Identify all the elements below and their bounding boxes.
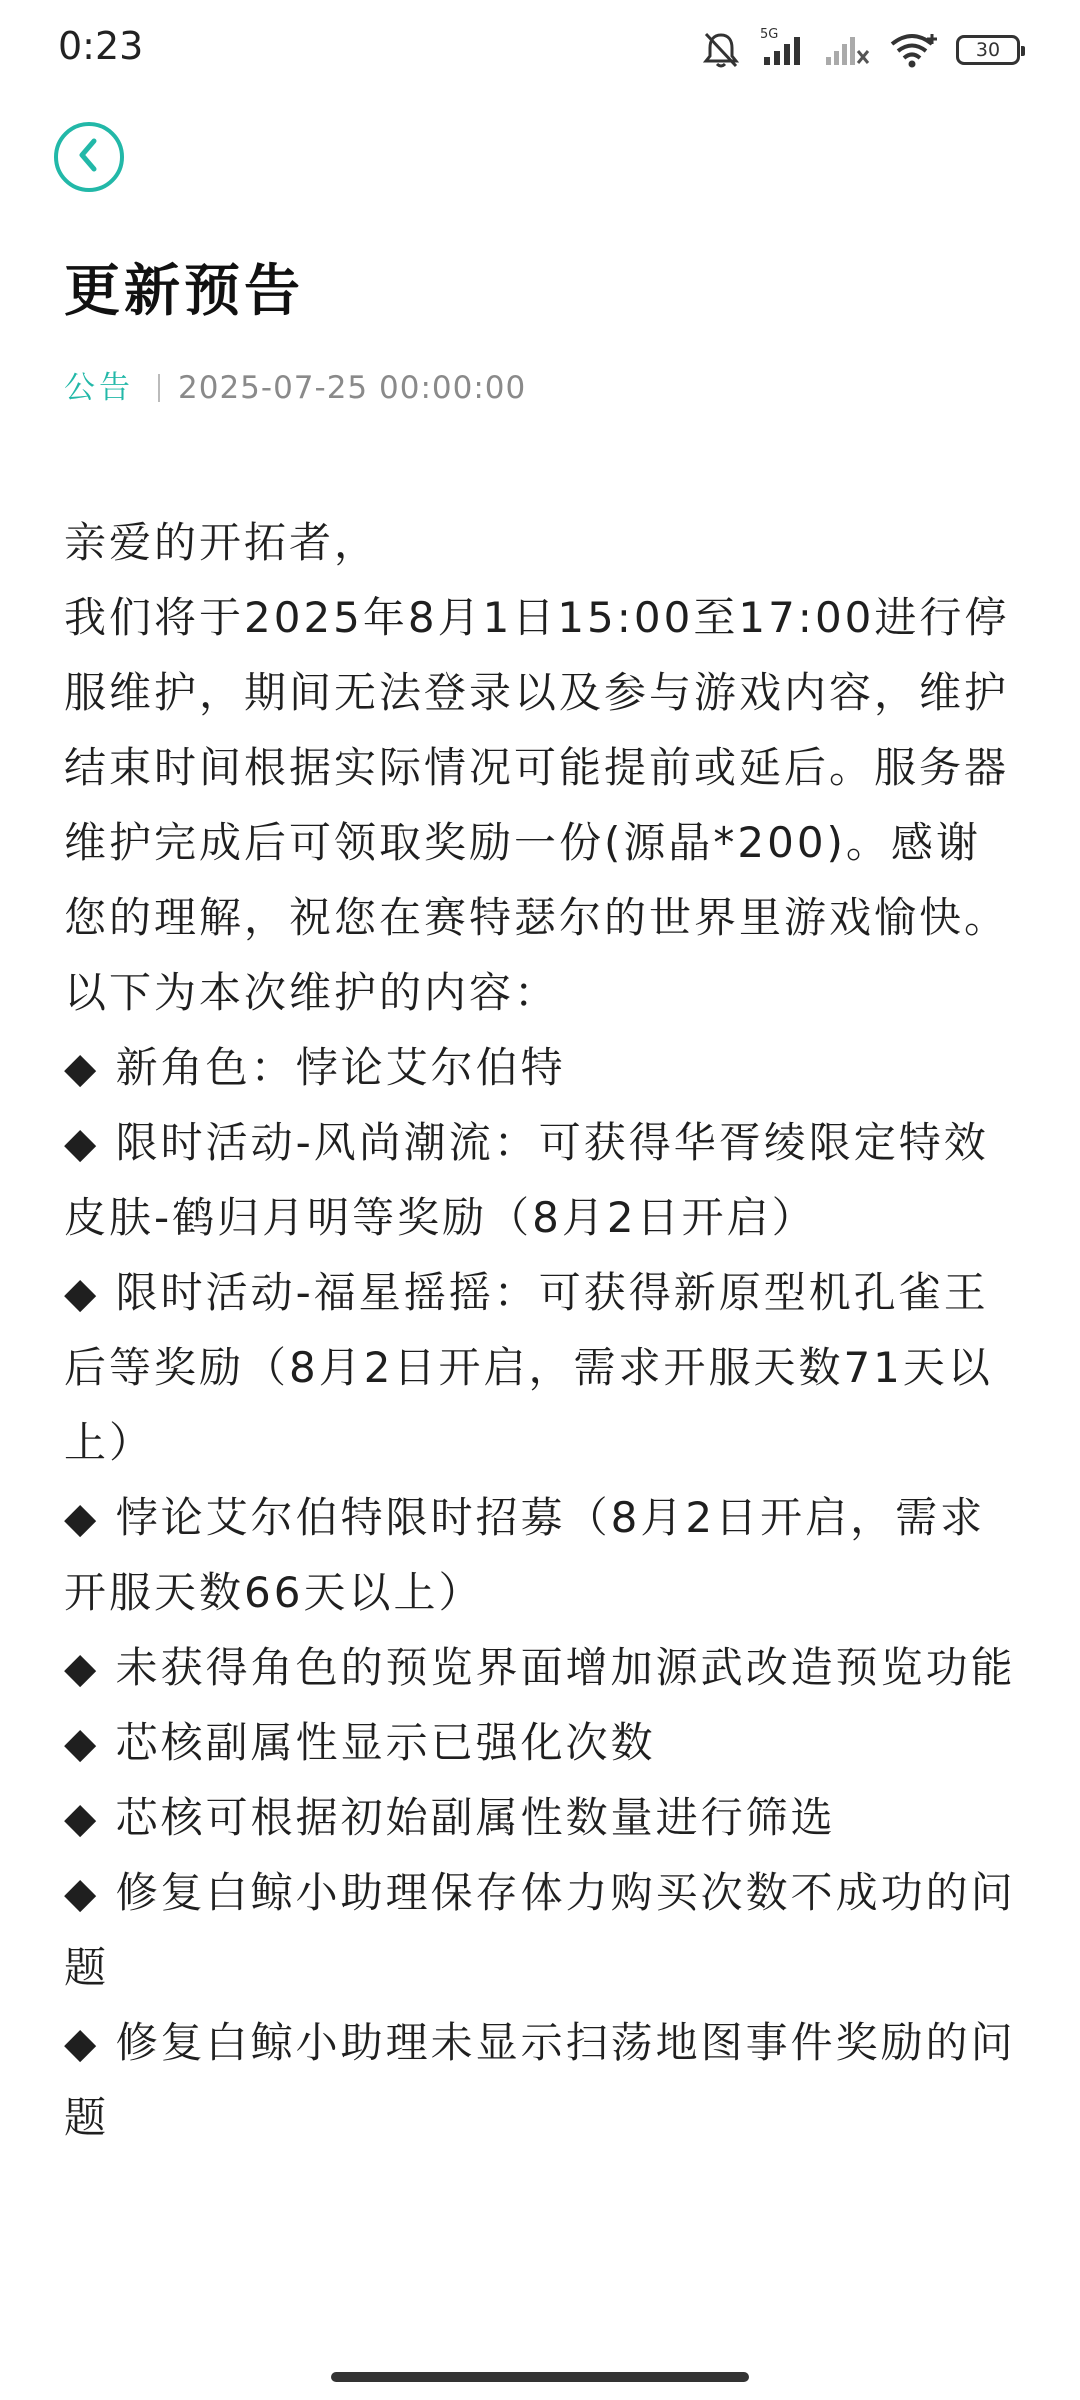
publish-date: 2025-07-25 00:00:00 — [178, 370, 527, 406]
chevron-left-icon — [74, 137, 104, 177]
list-item: ◆ 修复白鲸小助理保存体力购买次数不成功的问题 — [64, 1868, 1016, 1992]
list-item: ◆ 芯核可根据初始副属性数量进行筛选 — [64, 1793, 836, 1842]
list-heading: 以下为本次维护的内容： — [64, 968, 560, 1017]
category-tag: 公告 — [64, 370, 134, 406]
article-body — [64, 505, 1024, 2155]
meta-divider — [158, 374, 160, 402]
list-item: ◆ 未获得角色的预览界面增加源武改造预览功能 — [64, 1643, 1016, 1692]
network-label: 5G — [760, 27, 779, 42]
greeting: 亲爱的开拓者， — [64, 518, 380, 567]
bell-off-icon — [700, 30, 742, 70]
list-item: ◆ 限时活动-风尚潮流：可获得华胥绫限定特效皮肤-鹤归月明等奖励（8月2日开启） — [64, 1118, 989, 1242]
home-indicator[interactable] — [331, 2372, 749, 2382]
signal-secondary-icon — [824, 33, 870, 67]
list-item: ◆ 新角色：悖论艾尔伯特 — [64, 1043, 566, 1092]
list-item: ◆ 芯核副属性显示已强化次数 — [64, 1718, 656, 1767]
back-button[interactable] — [54, 122, 124, 192]
status-bar — [0, 0, 1080, 100]
intro-paragraph: 我们将于2025年8月1日15:00至17:00进行停服维护，期间无法登录以及参与游戏内容，维护结束时间根据实际情况可能提前或延后。服务器维护完成后可领取奖励一份(源晶*200)。感谢您的理解，祝您在赛特瑟尔的世界里游戏愉快。 — [64, 593, 1010, 942]
wifi-icon — [888, 32, 938, 68]
signal-icon — [760, 27, 806, 67]
page-title: 更新预告 — [64, 259, 304, 324]
battery-level: 30 — [975, 39, 1001, 61]
article-meta — [64, 368, 526, 408]
status-icons — [700, 28, 1020, 72]
battery-icon — [956, 35, 1020, 65]
list-item: ◆ 限时活动-福星摇摇：可获得新原型机孔雀王后等奖励（8月2日开启，需求开服天数71天以上） — [64, 1268, 993, 1467]
list-item: ◆ 修复白鲸小助理未显示扫荡地图事件奖励的问题 — [64, 2018, 1016, 2142]
list-item: ◆ 悖论艾尔伯特限时招募（8月2日开启，需求开服天数66天以上） — [64, 1493, 986, 1617]
status-time: 0:23 — [58, 24, 144, 68]
